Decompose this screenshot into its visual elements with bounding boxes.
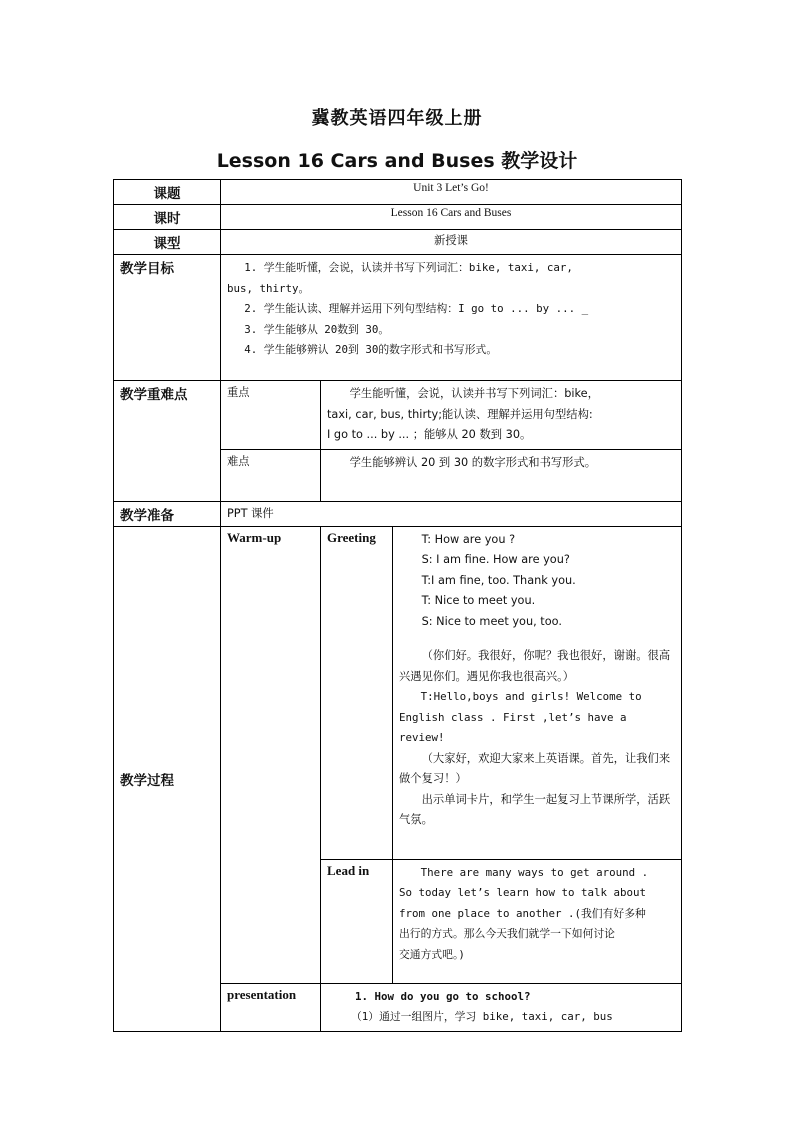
document-subtitle: Lesson 16 Cars and Buses 教学设计 (216, 150, 578, 172)
type-value: 新授课 (221, 230, 682, 255)
key-line: I go to ... by ... ；能够从 20 数到 30。 (327, 428, 532, 441)
prep-value: PPT 课件 (221, 501, 682, 526)
dialogue-line: T: Nice to meet you. (421, 594, 536, 607)
presentation-label: presentation (221, 983, 321, 1031)
dialogue-line: S: Nice to meet you, too. (421, 614, 562, 628)
period-label: 课时 (114, 205, 221, 230)
presentation-line: （1）通过一组图片，学习 bike, taxi, car, bus (351, 1010, 613, 1023)
dialogue-line: T:I am fine, too. Thank you. (421, 573, 576, 587)
key-content (321, 381, 682, 450)
goal-line: 1. 学生能听懂，会说，认读并书写下列词汇：bike, taxi, car, (244, 261, 573, 274)
leadin-line: There are many ways to get around . (420, 865, 649, 879)
difficult-text: 学生能够辨认 20 到 30 的数字形式和书写形式。 (349, 455, 597, 469)
warmup-label: Warm-up (221, 526, 321, 983)
dialogue-line: S: I am fine. How are you? (421, 553, 570, 566)
welcome-chinese: （大家好，欢迎大家来上英语课。首先，让我们来做个复习！） (399, 751, 671, 785)
goal-line: bus, thirty。 (227, 281, 310, 295)
key-line: 学生能听懂，会说，认读并书写下列词汇：bike， (349, 387, 599, 400)
difficult-label: 难点 (221, 449, 321, 501)
goals-content (221, 255, 682, 381)
presentation-line: 1. How do you go to school? (355, 989, 531, 1003)
process-label: 教学过程 (114, 526, 221, 1031)
greeting-content (393, 526, 682, 859)
leadin-line: 交通方式吧。) (399, 947, 465, 961)
welcome-line: English class . First ,let’s have a (399, 710, 627, 724)
topic-label: 课题 (114, 180, 221, 205)
topic-value: Unit 3 Let’s Go! (221, 180, 682, 205)
document-title: 冀教英语四年级上册 (311, 108, 483, 129)
prep-label: 教学准备 (114, 501, 221, 526)
keypoints-label: 教学重难点 (114, 381, 221, 502)
greeting-label: Greeting (321, 526, 393, 859)
leadin-line: So today let’s learn how to talk about (399, 886, 647, 899)
key-label: 重点 (221, 381, 321, 450)
key-line: taxi, car, bus, thirty;能认读、理解并运用句型结构: (327, 407, 593, 421)
goal-line: 3. 学生能够从 20数到 30。 (244, 322, 390, 336)
presentation-content (321, 983, 682, 1031)
type-label: 课型 (114, 230, 221, 255)
leadin-line: from one place to another .(我们有好多种 (399, 906, 646, 920)
difficult-content (321, 449, 682, 501)
leadin-line: 出行的方式。那么今天我们就学一下如何讨论 (399, 927, 615, 940)
welcome-line: T:Hello,boys and girls! Welcome to (420, 690, 642, 703)
goal-line: 4. 学生能够辨认 20到 30的数字形式和书写形式。 (244, 343, 498, 356)
welcome-line: review! (399, 731, 445, 744)
leadin-content (393, 859, 682, 983)
goals-label: 教学目标 (114, 255, 221, 381)
lesson-plan-table (113, 179, 682, 1032)
greeting-chinese: （你们好。我很好，你呢？我也很好，谢谢。很高兴遇见你们。遇见你我也很高兴。） (399, 649, 671, 683)
dialogue-line: T: How are you ? (421, 532, 516, 546)
goal-line: 2. 学生能认读、理解并运用下列句型结构：I go to ... by ... _ (244, 302, 589, 315)
cards-text: 出示单词卡片，和学生一起复习上节课所学，活跃气氛。 (399, 792, 671, 826)
leadin-label: Lead in (321, 859, 393, 983)
period-value: Lesson 16 Cars and Buses (221, 205, 682, 230)
